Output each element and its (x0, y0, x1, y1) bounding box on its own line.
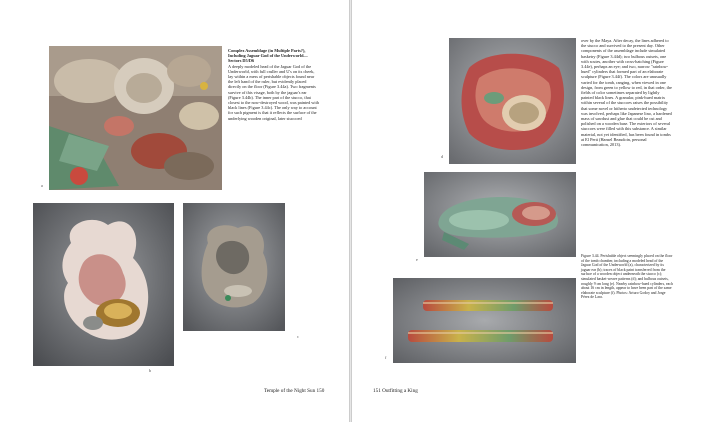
photo-a-label: a (41, 183, 43, 188)
right-folio: 151 Outfitting a King (373, 388, 418, 394)
caption-body: A deeply modeled head of the Jaguar God of the Underworld, with full cruller and U's on its cheek, lay within a mess of perishable objects found near the left hand of the ruler, but evidently placed directly on the floor (Figure 3.44a). Two fragments survive of this visage, both by the jaguar's ear (Figure 3.44b). The inner part of the stucco, that closest to the now-destroyed wood, was painted with black lines (Figure 3.44c). The only way to account for such pigment is that it reflects the surface of the underlying wooden original, later stuccoed (228, 63, 319, 121)
left-folio: Temple of the Night Sun 150 (264, 388, 325, 394)
photo-a-jaguar-god-assemblage (49, 46, 222, 190)
photo-e-label: e (416, 257, 418, 262)
left-page (0, 0, 349, 422)
photo-e-bulbous-outset (424, 172, 576, 257)
left-caption (228, 48, 320, 121)
photo-c-stucco-fragment (183, 203, 285, 331)
caption-title: Complex Assemblage (in Multiple Parts?), Including Jaguar God of the Underworld—Sectors D5/D6 (228, 48, 308, 64)
photo-c-label: c (297, 334, 299, 339)
photo-f-rainbow-cylinders (393, 278, 576, 363)
photo-d-simulated-basketry (449, 38, 576, 164)
photo-b-label: b (149, 368, 151, 373)
figure-caption-text: Figure 3.44. Perishable object seemingly placed on the floor of the tomb chamber, including a modeled head of the Jaguar God of the Underworld (a), characterized by its jaguar ear (b); traces of black paint transferred from the surface of a wooden object underneath the stucco (c); simulated basket-weave patterns (d); and bulbous outsets, roughly 9 cm long (e). Nearby rainbow-hued cylinders, each about 16 cm in length, appear to have been part of the same elaborate sculpture (f). Photos: Arturo Godoy and Jorge Pérez de Lara. (581, 254, 673, 300)
right-body-text (581, 38, 673, 147)
right-body-paragraph: over by the Maya. After decay, the lines adhered to the stucco and survived to the present day. Other components of the assemblage include simulated basketry (Figure 3.44d); two bulbous outsets, one with scutes, another with cross-hatching (Figure 3.44e), perhaps an eye; and two, narrow "rainbow-hued" cylinders that formed part of an elaborate sculpture (Figure 3.44f). The colors are unusually varied for the tomb, ranging, when viewed in one design, from green to yellow to red, in that order, the fields of color sometimes separated by lightly painted black lines. A granular, pink-hued matrix within several of the stuccoes raises the possibility that some novel or hitherto undetected technology was involved, perhaps like Japanese lino, a hardened mass of sawdust and glue that could be cut and polished on a wooden base. The exteriors of several stuccoes were filled with this substance. A similar material, not yet identified, has been found in tombs at El Perú (Hansel Beaudoin, personal communication, 2013). (581, 38, 672, 148)
figure-caption (581, 254, 673, 300)
photo-b-jaguar-ear-fragment (33, 203, 174, 366)
photo-f-label: f (385, 355, 387, 360)
photo-d-label: d (441, 154, 443, 159)
right-page (352, 0, 701, 422)
